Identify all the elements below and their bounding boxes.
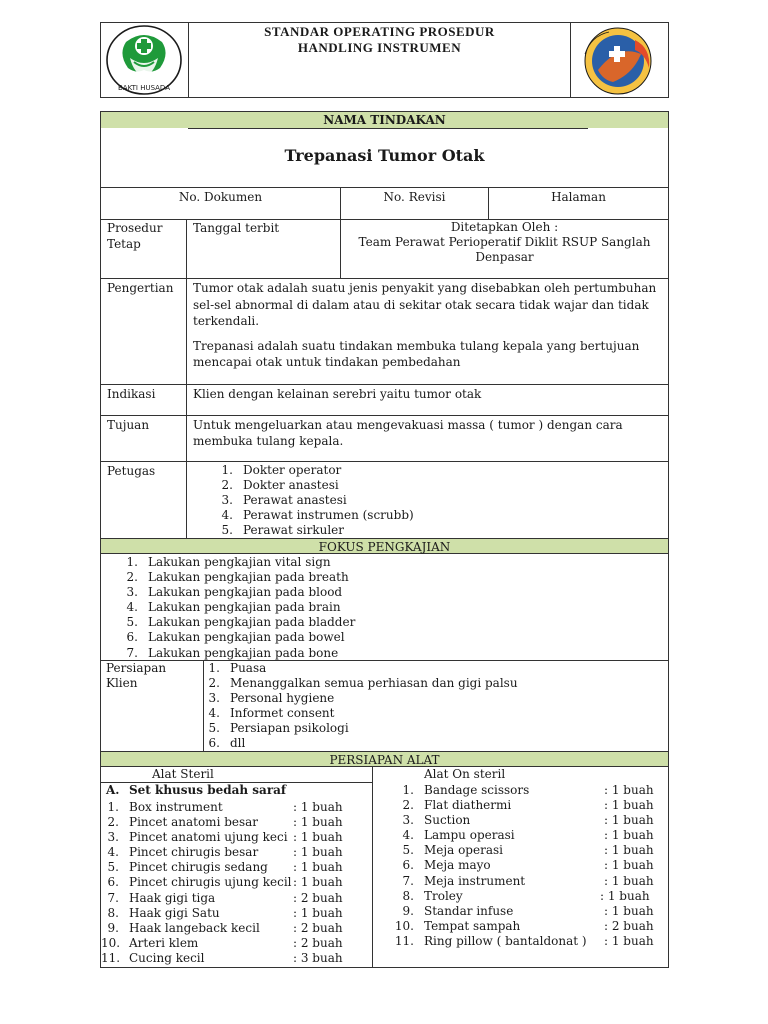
list-item: 4. Perawat instrumen (scrubb) bbox=[221, 508, 414, 523]
petugas-list bbox=[193, 463, 493, 538]
list-item: 11. Ring pillow ( bantaldonat ) : 1 buah bbox=[394, 933, 654, 948]
list-item: 3. Suction : 1 buah bbox=[402, 813, 654, 828]
label-col-divider bbox=[186, 219, 187, 539]
persiapan-klien-line1: Persiapan bbox=[106, 661, 167, 675]
set-khusus-label: Set khusus bedah saraf bbox=[129, 783, 287, 797]
header-divider-right bbox=[570, 22, 571, 98]
prosedur-label-line1: Prosedur bbox=[107, 221, 163, 235]
halaman-label: Halaman bbox=[551, 190, 606, 204]
list-item: 7. Haak gigi tiga : 2 buah bbox=[107, 890, 343, 905]
tanggal-terbit-cell bbox=[193, 220, 338, 236]
alat-steril-heading bbox=[152, 767, 214, 782]
fokus-list bbox=[104, 555, 604, 661]
set-khusus-heading bbox=[106, 783, 286, 798]
row-divider-petugas bbox=[101, 461, 668, 462]
list-item: 4. Informet consent bbox=[208, 706, 335, 721]
list-item: 7. Meja instrument : 1 buah bbox=[402, 873, 654, 888]
list-item: 6. Meja mayo : 1 buah bbox=[402, 858, 654, 873]
sop-title-line1: STANDAR OPERATING PROSEDUR bbox=[264, 24, 495, 39]
alat-on-steril-label: Alat On steril bbox=[424, 767, 506, 781]
rs-sanglah-logo bbox=[573, 24, 667, 96]
list-item: 2. Dokter anastesi bbox=[221, 478, 339, 493]
list-item: 1. Puasa bbox=[208, 661, 267, 675]
indikasi-label bbox=[107, 386, 155, 402]
pengertian-content bbox=[193, 280, 665, 371]
bakti-husada-logo bbox=[104, 24, 184, 96]
list-item: 11. Cucing kecil : 3 buah bbox=[101, 950, 343, 965]
pengertian-label bbox=[107, 280, 173, 296]
list-item: 6. Lakukan pengkajian pada bowel bbox=[126, 630, 345, 645]
list-item: 8. Haak gigi Satu : 1 buah bbox=[107, 905, 343, 920]
list-item: 10. Tempat sampah : 2 buah bbox=[394, 918, 654, 933]
list-item: 5. Lakukan pengkajian pada bladder bbox=[126, 615, 356, 630]
fokus-pengkajian-header bbox=[101, 538, 668, 554]
list-item: 10. Arteri klem : 2 buah bbox=[101, 935, 343, 950]
list-item: 3. Personal hygiene bbox=[208, 691, 335, 706]
halaman-cell bbox=[489, 189, 668, 205]
prosedur-label-line2: Tetap bbox=[107, 237, 141, 251]
petugas-label bbox=[107, 463, 155, 479]
alat-on-steril-list bbox=[374, 783, 666, 949]
tujuan-line2: membuka tulang kepala. bbox=[193, 434, 344, 448]
persiapan-klien-line2: Klien bbox=[106, 676, 138, 690]
list-item: 1. Lakukan pengkajian vital sign bbox=[126, 555, 331, 569]
list-item: 6. dll bbox=[208, 736, 246, 751]
list-item: 6. Pincet chirugis ujung kecil : 1 buah bbox=[107, 875, 343, 890]
persiapan-alat-header bbox=[101, 751, 668, 767]
list-item: 5. Pincet chirugis sedang : 1 buah bbox=[107, 860, 343, 875]
list-item: 2. Pincet anatomi besar : 1 buah bbox=[107, 815, 343, 830]
fokus-label: FOKUS PENGKAJIAN bbox=[318, 540, 451, 554]
procedure-name-text: Trepanasi Tumor Otak bbox=[284, 146, 485, 165]
alat-on-steril-heading bbox=[424, 767, 505, 782]
persiapan-alat-label: PERSIAPAN ALAT bbox=[329, 753, 440, 767]
list-item: 5. Perawat sirkuler bbox=[221, 523, 344, 538]
logo-wordmark: BAKTI HUSADA bbox=[117, 84, 171, 92]
indikasi-label-text: Indikasi bbox=[107, 387, 156, 401]
list-item: 5. Meja operasi : 1 buah bbox=[402, 843, 654, 858]
alat-steril-label: Alat Steril bbox=[152, 767, 214, 781]
nama-tindakan-underline bbox=[188, 128, 588, 129]
no-revisi-label: No. Revisi bbox=[383, 190, 446, 204]
pengertian-p1-line1: Tumor otak adalah suatu jenis penyakit yang disebabkan oleh pertumbuhan bbox=[193, 281, 657, 295]
tujuan-line1: Untuk mengeluarkan atau mengevakuasi massa ( tumor ) dengan cara bbox=[193, 418, 623, 432]
nama-tindakan-label: NAMA TINDAKAN bbox=[323, 113, 446, 127]
tujuan-content bbox=[193, 417, 665, 449]
pengertian-label-text: Pengertian bbox=[107, 281, 174, 295]
tujuan-label bbox=[107, 417, 149, 433]
list-item: 7. Lakukan pengkajian pada bone bbox=[126, 645, 339, 660]
alat-col-divider bbox=[372, 767, 373, 968]
tanggal-terbit-label: Tanggal terbit bbox=[193, 221, 280, 235]
prosedur-tetap-label bbox=[107, 220, 185, 252]
row-divider-docinfo-top bbox=[101, 187, 668, 188]
set-letter: A. bbox=[106, 783, 120, 797]
list-item: 5. Persiapan psikologi bbox=[208, 721, 349, 736]
no-dokumen-label: No. Dokumen bbox=[178, 190, 263, 204]
list-item: 1. Bandage scissors : 1 buah bbox=[402, 783, 654, 797]
list-item: 4. Lakukan pengkajian pada brain bbox=[126, 600, 341, 615]
list-item: 2. Flat diathermi : 1 buah bbox=[402, 798, 654, 813]
no-revisi-cell bbox=[341, 189, 488, 205]
list-item: 1. Box instrument : 1 buah bbox=[107, 800, 343, 814]
ditetapkan-line2: Team Perawat Perioperatif Diklit RSUP Sanglah bbox=[358, 235, 651, 249]
indikasi-content bbox=[193, 386, 481, 402]
list-item: 2. Lakukan pengkajian pada breath bbox=[126, 570, 349, 585]
pengertian-p1-line3: terkendali. bbox=[193, 314, 260, 328]
list-item: 2. Menanggalkan semua perhiasan dan gigi palsu bbox=[208, 676, 518, 691]
list-item: 3. Pincet anatomi ujung keci : 1 buah bbox=[107, 830, 343, 845]
list-item: 1. Dokter operator bbox=[221, 463, 342, 477]
row-divider-pengertian bbox=[101, 278, 668, 279]
procedure-name bbox=[101, 146, 668, 166]
list-item: 3. Lakukan pengkajian pada blood bbox=[126, 585, 343, 600]
list-item: 8. Troley : 1 buah bbox=[402, 888, 650, 903]
list-item: 4. Pincet chirugis besar : 1 buah bbox=[107, 845, 343, 860]
pengertian-p1-line2: sel-sel abnormal di dalam atau di sekitar otak secara tidak wajar dan tidak bbox=[193, 297, 649, 312]
indikasi-value: Klien dengan kelainan serebri yaitu tumor otak bbox=[193, 387, 482, 401]
persiapan-klien-list bbox=[204, 661, 604, 752]
ditetapkan-line3: Denpasar bbox=[475, 250, 534, 264]
tujuan-label-text: Tujuan bbox=[107, 418, 150, 432]
no-dokumen-cell bbox=[101, 189, 340, 205]
sop-title-line2: HANDLING INSTRUMEN bbox=[297, 40, 462, 55]
row-divider-indikasi bbox=[101, 384, 668, 385]
sop-title bbox=[189, 24, 570, 56]
ditetapkan-cell bbox=[341, 220, 668, 265]
persiapan-klien-label bbox=[106, 661, 166, 691]
row-divider-tujuan bbox=[101, 415, 668, 416]
list-item: 3. Perawat anastesi bbox=[221, 493, 347, 508]
pengertian-p2-line1: Trepanasi adalah suatu tindakan membuka tulang kepala yang bertujuan bbox=[193, 338, 640, 353]
ditetapkan-line1: Ditetapkan Oleh : bbox=[450, 220, 559, 234]
list-item: 9. Haak langeback kecil : 2 buah bbox=[107, 920, 343, 935]
nama-tindakan-header bbox=[101, 112, 668, 128]
petugas-label-text: Petugas bbox=[107, 464, 156, 478]
list-item: 9. Standar infuse : 1 buah bbox=[402, 903, 654, 918]
alat-steril-list bbox=[101, 800, 371, 966]
list-item: 4. Lampu operasi : 1 buah bbox=[402, 828, 654, 843]
pengertian-p2-line2: mencapai otak untuk tindakan pembedahan bbox=[193, 355, 461, 369]
